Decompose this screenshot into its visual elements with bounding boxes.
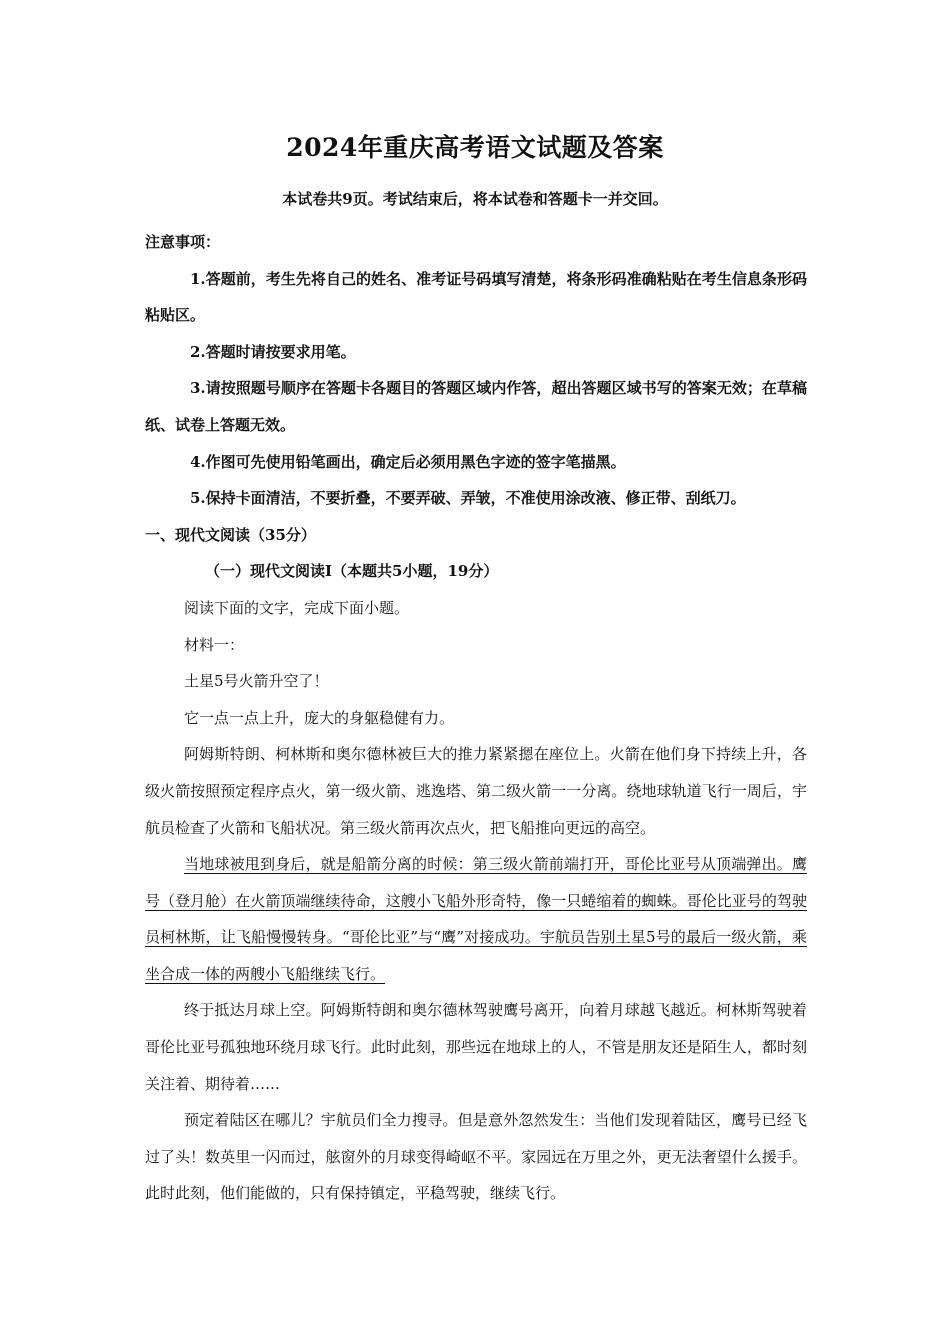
paragraph: 它一点一点上升，庞大的身躯稳健有力。 — [184, 708, 455, 727]
notice-item: 3.请按照题号顺序在答题卡各题目的答题区域内作答，超出答题区域书写的答案无效；在草稿纸、试卷上答题无效。 — [145, 379, 807, 434]
notice-item: 5.保持卡面清洁，不要折叠，不要弄破、弄皱，不准使用涂改液、修正带、刮纸刀。 — [190, 489, 746, 508]
reading-instruction: 阅读下面的文字，完成下面小题。 — [184, 598, 410, 617]
exam-subtitle: 本试卷共9页。考试结束后，将本试卷和答题卡一并交回。 — [282, 190, 668, 208]
paragraph: 土星5号火箭升空了！ — [184, 672, 329, 691]
notice-item: 1.答题前，考生先将自己的姓名、准考证号码填写清楚，将条形码准确粘贴在考生信息条形码粘贴区。 — [145, 269, 807, 325]
paragraph: 终于抵达月球上空。阿姆斯特朗和奥尔德林驾驶鹰号离开，向着月球越飞越近。柯林斯驾驶着哥伦比亚号孤独地环绕月球飞行。此时此刻，那些远在地球上的人，不管是朋友还是陌生人，都时刻关注着、期待着…… — [145, 1001, 807, 1093]
material-label: 材料一： — [184, 635, 245, 654]
document-body — [145, 224, 807, 1212]
notice-heading: 注意事项： — [145, 233, 221, 251]
notice-item: 2.答题时请按要求用笔。 — [190, 342, 356, 361]
section-heading: （一）现代文阅读Ⅰ（本题共5小题，19分） — [205, 562, 499, 581]
page-title: 2024年重庆高考语文试题及答案 — [286, 133, 664, 162]
notice-item: 4.作图可先使用铅笔画出，确定后必须用黑色字迹的签字笔描黑。 — [190, 452, 626, 471]
underlined-paragraph — [145, 846, 807, 992]
paragraph: 预定着陆区在哪儿？宇航员们全力搜寻。但是意外忽然发生：当他们发现着陆区，鹰号已经飞过了头！数英里一闪而过，舷窗外的月球变得崎岖不平。家园远在万里之外，更无法奢望什么援手。此时此刻，他们能做的，只有保持镇定，平稳驾驶，继续飞行。 — [145, 1111, 807, 1203]
part-heading: 一、现代文阅读（35分） — [145, 525, 316, 544]
paragraph: 阿姆斯特朗、柯林斯和奥尔德林被巨大的推力紧紧摁在座位上。火箭在他们身下持续上升，各级火箭按照预定程序点火，第一级火箭、逃逸塔、第二级火箭一一分离。绕地球轨道飞行一周后，宇航员检查了火箭和飞船状况。第三级火箭再次点火，把飞船推向更远的高空。 — [145, 745, 807, 837]
underlined-text: 当地球被甩到身后，就是船箭分离的时候：第三级火箭前端打开，哥伦比亚号从顶端弹出。鹰号（登月舱）在火箭顶端继续待命，这艘小飞船外形奇特，像一只蜷缩着的蜘蛛。哥伦比亚号的驾驶员柯林斯，让飞船慢慢转身。“哥伦比亚”与“鹰”对接成功。宇航员告别土星5号的最后一级火箭，乘坐合成一体的两艘小飞船继续飞行。 — [145, 855, 807, 983]
